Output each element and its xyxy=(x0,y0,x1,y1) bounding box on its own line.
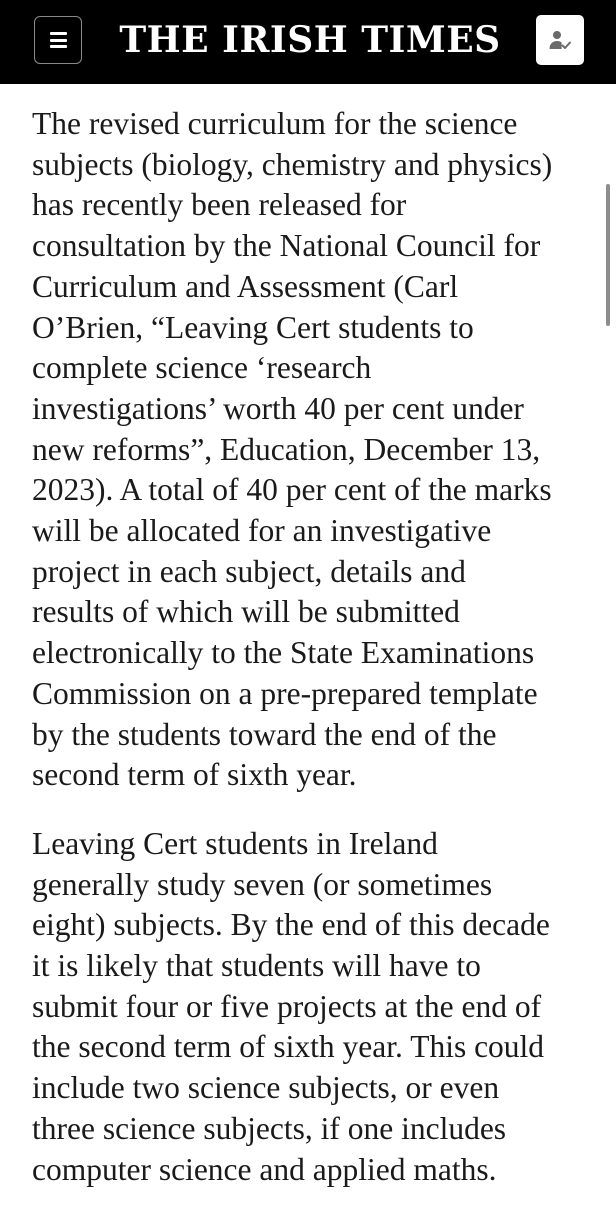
masthead-logo[interactable]: THE IRISH TIMES xyxy=(119,19,501,61)
article-paragraph-1: The revised curriculum for the science subjects (biology, chemistry and physics) has recently been released for consultation by the National Council for Curriculum and Assessment (Carl O’Brien, “Leaving Cert students to complete science ‘research investigations’ worth 40 per cent under new reforms”, Education, December 13, 2023). A total of 40 per cent of the marks will be allocated for an investigative project in each subject, details and results of which will be submitted electronically to the State Examinations Commission on a pre-prepared template by the students toward the end of the second term of sixth year. xyxy=(32,106,553,793)
hamburger-menu-icon xyxy=(50,32,67,48)
account-button[interactable] xyxy=(536,15,584,65)
article-paragraph-2: Leaving Cert students in Ireland generally study seven (or sometimes eight) subjects. By the end of this decade it is likely that students will have to submit four or five projects at the end of the second term of sixth year. This could include two science subjects, or even three science subjects, if one includes computer science and applied maths. xyxy=(32,825,550,1187)
article-body xyxy=(32,104,588,1218)
scrollbar-thumb[interactable] xyxy=(606,184,610,326)
site-header xyxy=(0,0,616,84)
user-check-icon xyxy=(548,28,572,52)
menu-button[interactable] xyxy=(34,16,82,64)
